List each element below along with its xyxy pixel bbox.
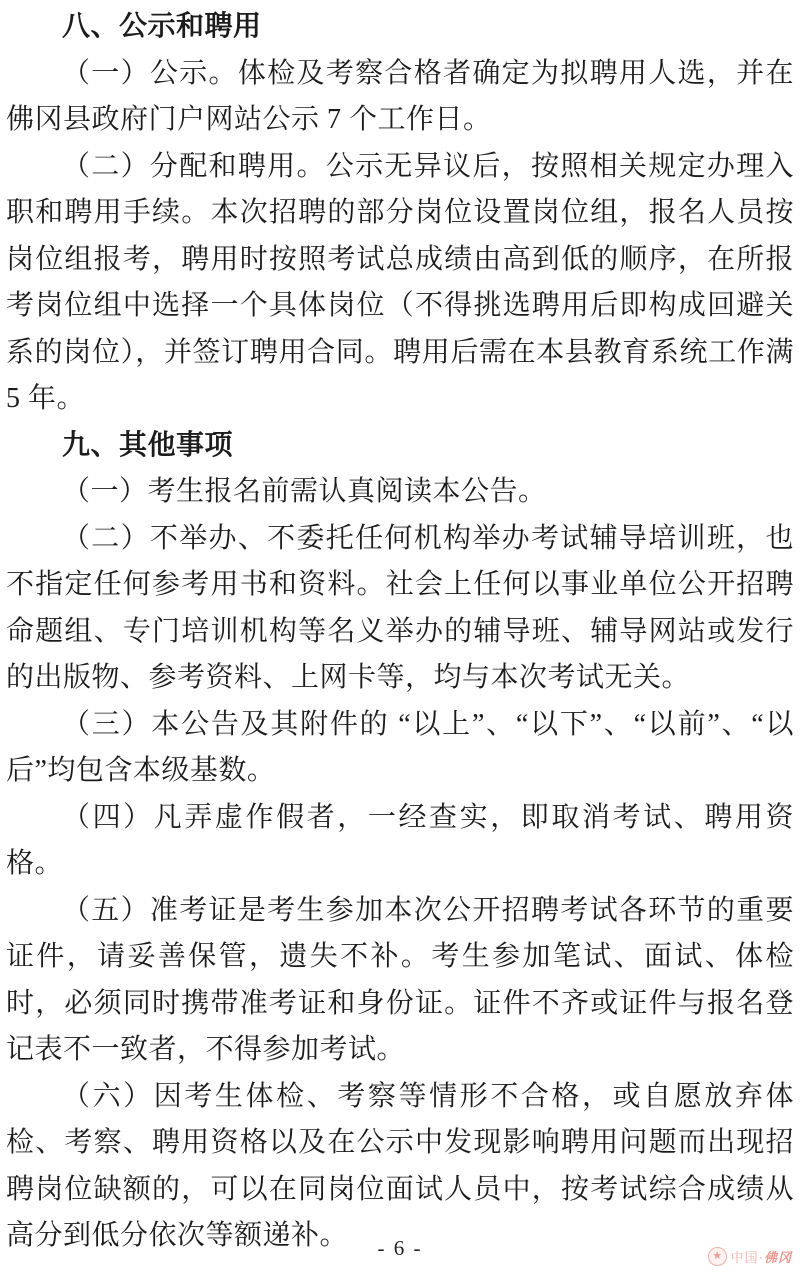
section-heading: 九、其他事项 [62,429,234,461]
watermark-separator: · [758,1250,764,1265]
page-number: - 6 - [377,1236,423,1260]
watermark-place: 佛冈 [763,1250,792,1265]
paragraph: （三）本公告及其附件的 “以上”、“以下”、“以前”、“以后”均包含本级基数。 [6,708,794,786]
site-watermark [708,1247,792,1266]
paragraph: （四）凡弄虚作假者，一经查实，即取消考试、聘用资格。 [6,801,794,879]
section-heading: 八、公示和聘用 [62,11,262,42]
paragraph: （二）分配和聘用。公示无异议后，按照相关规定办理入职和聘用手续。本次招聘的部分岗位设置岗位组，报名人员按岗位组报考，聘用时按照考试总成绩由高到低的顺序，在所报考岗位组中选择一个具体岗位（不得挑选聘用后即构成回避关系的岗位），并签订聘用合同。聘用后需在本县教育系统工作满 5 年。 [6,150,794,414]
watermark-text [731,1247,792,1266]
paragraph: （一）公示。体检及考察合格者确定为拟聘用人选，并在佛冈县政府门户网站公示 7 个工作日。 [6,57,794,135]
section-other-matters [6,423,794,1260]
paragraph: （六）因考生体检、考察等情形不合格，或自愿放弃体检、考察、聘用资格以及在公示中发现影响聘用问题而出现招聘岗位缺额的，可以在同岗位面试人员中，按考试综合成绩从高分到低分依次等额递补。 [6,1080,794,1251]
page-footer [0,1236,800,1264]
section-public-notice-and-employment [6,4,794,423]
national-emblem-icon: ★ [708,1247,727,1266]
paragraph: （一）考生报名前需认真阅读本公告。 [62,476,547,507]
paragraph: （二）不举办、不委托任何机构举办考试辅导培训班，也不指定任何参考用书和资料。社会上任何以事业单位公开招聘命题组、专门培训机构等名义举办的辅导班、辅导网站或发行的出版物、参考资料、上网卡等，均与本次考试无关。 [6,522,794,693]
watermark-country: 中国 [730,1250,759,1265]
paragraph: （五）准考证是考生参加本次公开招聘考试各环节的重要证件，请妥善保管，遗失不补。考生参加笔试、面试、体检时，必须同时携带准考证和身份证。证件不齐或证件与报名登记表不一致者，不得参加考试。 [6,894,794,1065]
